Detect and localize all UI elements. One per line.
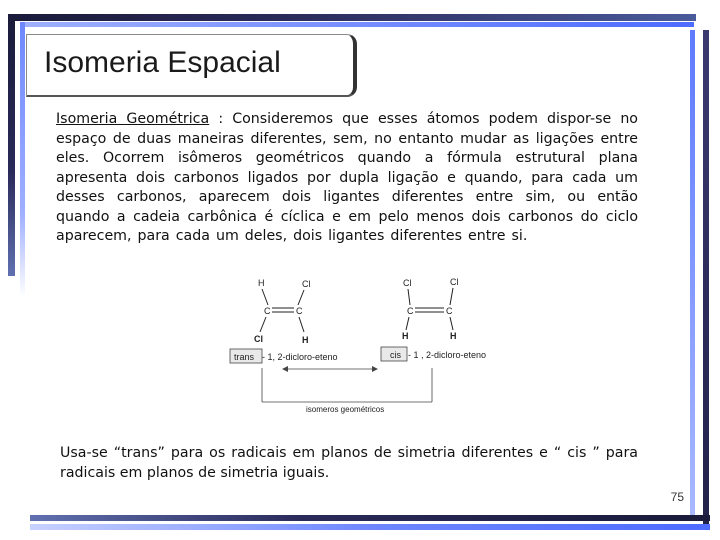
cis-top-left-atom: Cl xyxy=(403,278,412,288)
trans-molecule xyxy=(230,278,338,363)
trans-bond-top-left xyxy=(262,289,268,305)
cis-carbon-left: C xyxy=(407,306,414,316)
cis-bond-top-left xyxy=(408,289,410,305)
cis-bond-bottom-right xyxy=(450,317,453,330)
cis-carbon-right: C xyxy=(446,306,453,316)
body-paragraph xyxy=(56,110,638,247)
trans-top-left-atom: H xyxy=(258,278,265,288)
trans-bottom-left-atom: Cl xyxy=(254,334,263,344)
geometric-isomers-diagram xyxy=(220,272,500,420)
trans-bond-bottom-left xyxy=(260,317,266,332)
paragraph-text: : Consideremos que esses átomos podem dispor-se no espaço de duas maneiras diferentes, sem, no entanto mudar as ligações entre eles. Ocorrem isômeros geométricos quando a fórmula estrutural plana apresenta dois carbonos ligados por dupla ligação e quando, para cada um desses carbonos, aparecem dois ligantes diferentes entre sim, ou então quando a cadeia carbônica é cíclica e em pelo menos dois carbonos do ciclo aparecem, para cada um deles, dois ligantes diferentes entre si. xyxy=(56,111,638,244)
frame-bottom-light-bar xyxy=(30,524,710,530)
cis-bottom-left-atom: H xyxy=(402,331,409,341)
trans-bottom-right-atom: H xyxy=(302,335,309,345)
bracket-arrow-right-head xyxy=(372,366,378,372)
cis-bond-bottom-left xyxy=(406,317,409,330)
trans-tag: trans xyxy=(234,352,255,362)
cis-tag: cis xyxy=(390,350,401,360)
term-underlined: Isomeria Geométrica xyxy=(56,111,210,127)
slide-title: Isomeria Espacial xyxy=(44,46,281,79)
trans-name: - 1, 2-dicloro-eteno xyxy=(262,352,338,362)
trans-carbon-left: C xyxy=(264,306,271,316)
cis-bond-top-right xyxy=(450,288,453,305)
page-number: 75 xyxy=(670,490,684,504)
cis-top-right-atom: Cl xyxy=(450,277,459,287)
isomer-bracket xyxy=(262,366,432,414)
frame-right-dark-bar xyxy=(703,30,709,525)
frame-left-light-bar xyxy=(20,22,25,297)
diagram-caption: isomeros geométricos xyxy=(306,405,385,414)
cis-name: - 1 , 2-dicloro-eteno xyxy=(408,350,487,360)
trans-carbon-right: C xyxy=(296,306,303,316)
frame-left-dark-bar xyxy=(8,14,15,276)
frame-bottom-dark-bar xyxy=(30,515,710,521)
frame-top-dark-bar xyxy=(8,14,696,21)
trans-bond-top-right xyxy=(298,290,304,305)
cis-molecule xyxy=(381,277,486,361)
bracket-arrow-left-head xyxy=(282,366,288,372)
bottom-paragraph: Usa-se “trans” para os radicais em planos de simetria diferentes e “ cis ” para radicais em planos de simetria iguais. xyxy=(60,445,638,481)
frame-top-light-bar xyxy=(22,22,694,27)
cis-bottom-right-atom: H xyxy=(450,331,457,341)
trans-top-right-atom: Cl xyxy=(302,279,311,289)
frame-right-light-bar xyxy=(690,30,695,520)
trans-bond-bottom-right xyxy=(299,317,304,332)
